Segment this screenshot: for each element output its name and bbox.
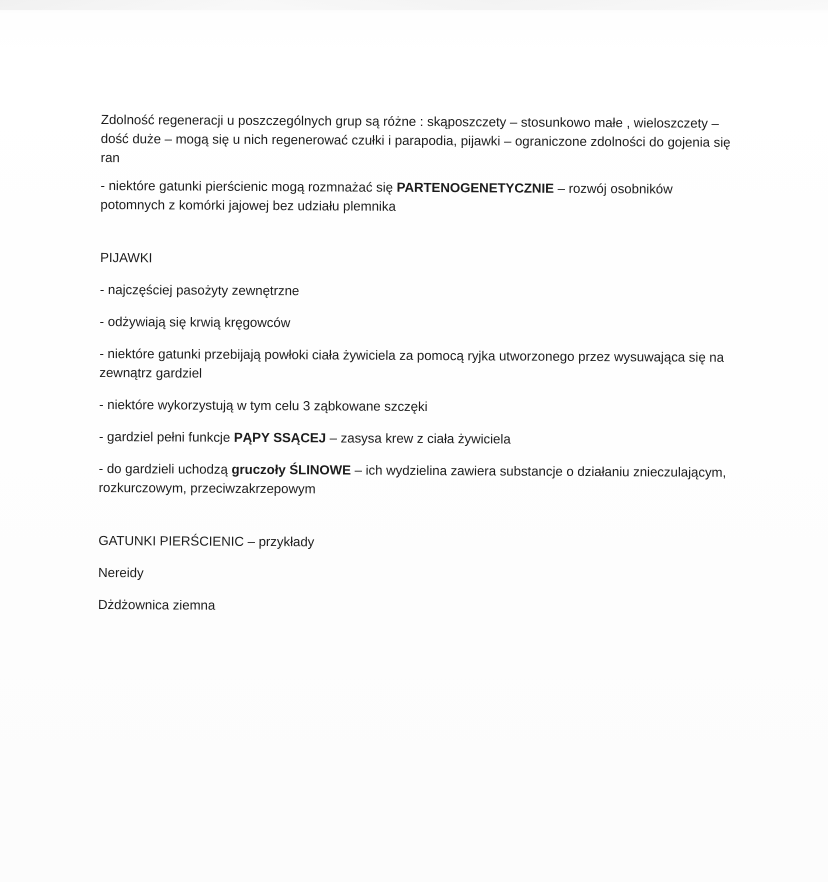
heading-gatunki [98,531,728,554]
pijawki-item-text-end: – zasysa krew z ciała żywiciela [325,430,511,447]
list-item-pijawki-1 [100,280,730,303]
list-item-gatunki-2 [98,595,728,618]
list-item-pijawki-3 [99,344,729,386]
pijawki-item-text: - odżywiają się krwią kręgowców [99,313,291,331]
pijawki-item-text-start: - do gardzieli uchodzą [98,460,232,477]
papy-ssacej-term: PĄPY SSĄCEJ [233,429,327,446]
list-item-pijawki-2 [100,312,730,335]
pijawki-item-text: - niektóre wykorzystują w tym celu 3 ząbkowane szczęki [99,396,428,415]
regeneration-text: Zdolność regeneracji u poszczególnych grup są różne : skąposzczety – stosunkowo małe , wieloszczety – dość duże – mogą się u nich regenerować czułki i parapodia, pijawki – ograniczone zdolności do gojenia się ran [100,111,731,166]
gatunki-item-text: Dżdżownica ziemna [97,596,216,613]
pijawki-heading-text: PIJAWKI [100,249,153,266]
paragraph-parthenogenesis [100,176,730,218]
gatunki-heading-text: GATUNKI PIERŚCIENIC – przykłady [98,532,315,550]
list-item-pijawki-4 [99,395,729,418]
pijawki-item-text-end: – ich wydzielina zawiera substancje o działaniu znieczulającym, rozkurczowym, przeciwzakrzepowym [98,462,727,497]
gruczoly-slinowe-term: gruczoły ŚLINOWE [231,461,351,478]
pijawki-item-text: - najczęściej pasożyty zewnętrzne [99,281,300,299]
parthenogenesis-term: PARTENOGENETYCZNIE [396,179,554,196]
gatunki-item-text: Nereidy [98,564,144,581]
parthenogenesis-text-end: – rozwój osobników potomnych z komórki jajowej bez udziału plemnika [100,180,673,214]
list-item-pijawki-6 [99,459,729,501]
paragraph-regeneration [101,110,731,171]
scan-top-edge [0,0,828,10]
pijawki-item-text-start: - gardziel pełni funkcje [98,428,234,445]
list-item-pijawki-5 [99,427,729,450]
parthenogenesis-text-start: - niektóre gatunki pierścienic mogą rozmnażać się [100,177,397,195]
document-body [98,110,731,618]
pijawki-item-text: - niektóre gatunki przebijają powłoki ciała żywiciela za pomocą ryjka utworzonego przez wysuwająca się na zewnątrz gardziel [99,345,725,381]
